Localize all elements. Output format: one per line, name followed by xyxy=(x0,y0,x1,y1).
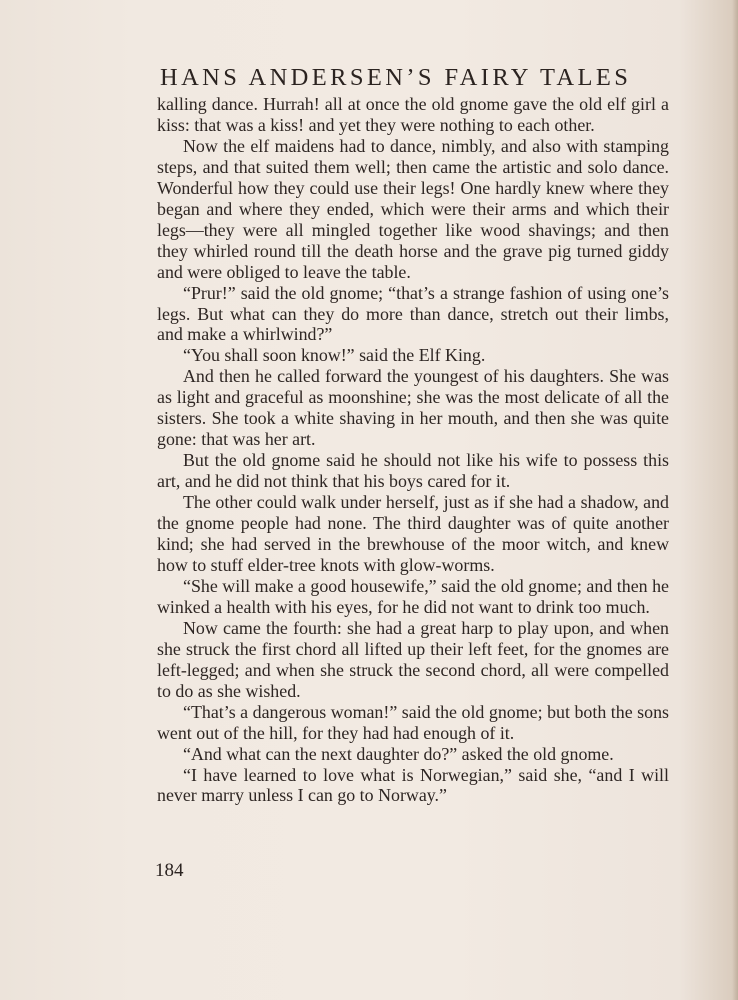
running-head: HANS ANDERSEN’S FAIRY TALES xyxy=(160,64,632,91)
paragraph: “Prur!” said the old gnome; “that’s a strange fashion of using one’s legs. But what can they do more than dance, stretch out their limbs, and make a whirlwind?” xyxy=(157,282,669,345)
paragraph: Now came the fourth: she had a great harp to play upon, and when she struck the first chord all lifted up their left feet, for the gnomes are left-legged; and when she struck the second chord, all were compelled to do as she wished. xyxy=(157,617,669,701)
paragraph: The other could walk under herself, just as if she had a shadow, and the gnome people had none. The third daughter was of quite another kind; she had served in the brewhouse of the moor witch, and knew how to stuff elder-tree knots with glow-worms. xyxy=(157,492,669,575)
paragraph: “She will make a good housewife,” said the old gnome; and then he winked a health with his eyes, for he did not want to drink too much. xyxy=(157,575,669,617)
paragraph: But the old gnome said he should not like his wife to possess this art, and he did not think that his boys cared for it. xyxy=(157,450,669,492)
page-number: 184 xyxy=(155,860,184,881)
page-edge-shadow xyxy=(732,0,738,1000)
paragraph: kalling dance. Hurrah! all at once the old gnome gave the old elf girl a kiss: that was a kiss! and yet they were nothing to each other. xyxy=(157,94,669,135)
body-text xyxy=(157,94,669,806)
paragraph: “That’s a dangerous woman!” said the old gnome; but both the sons went out of the hill, for they had had enough of it. xyxy=(157,701,669,743)
paragraph: “I have learned to love what is Norwegian,” said she, “and I will never marry unless I can go to Norway.” xyxy=(157,764,669,806)
paragraph: “You shall soon know!” said the Elf King. xyxy=(183,345,486,366)
paragraph: Now the elf maidens had to dance, nimbly, and also with stamping steps, and that suited them well; then came the artistic and solo dance. Wonderful how they could use their legs! One hardly knew where they began and where they ended, which were their arms and which their legs—they were all mingled together like wood shavings; and then they whirled round till the death horse and the grave pig turned giddy and were obliged to leave the table. xyxy=(157,135,669,282)
paragraph: “And what can the next daughter do?” asked the old gnome. xyxy=(183,743,614,764)
paragraph: And then he called forward the youngest of his daughters. She was as light and graceful as moonshine; she was the most delicate of all the sisters. She took a white shaving in her mouth, and then she was quite gone: that was her art. xyxy=(157,366,669,450)
